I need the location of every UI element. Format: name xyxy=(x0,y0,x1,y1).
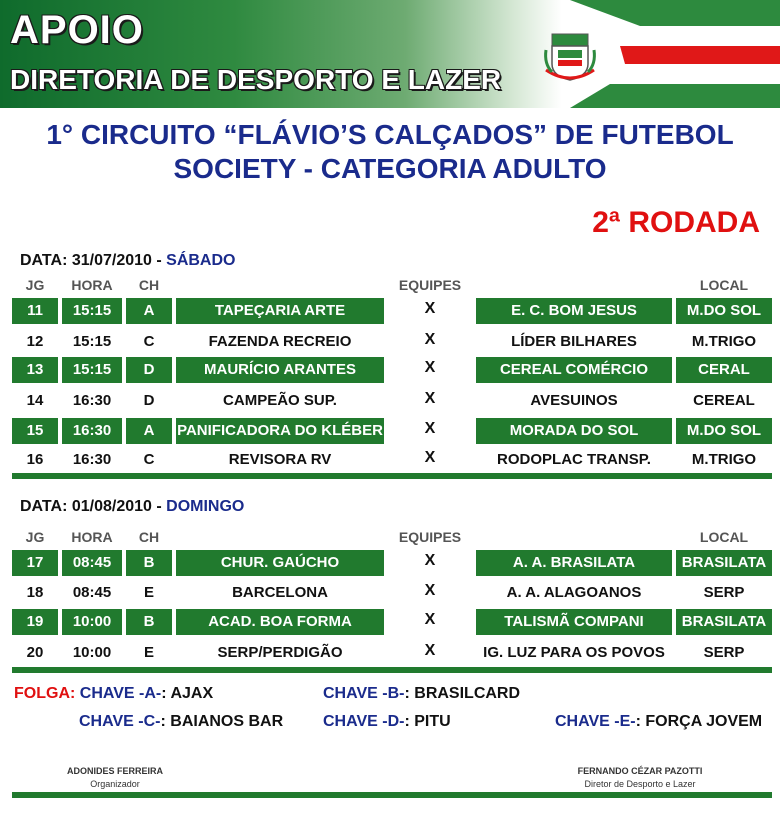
chave-e-team: : FORÇA JOVEM xyxy=(635,713,763,730)
table-row xyxy=(12,609,772,635)
game-time: 08:45 xyxy=(72,584,112,601)
day-name: DOMINGO xyxy=(166,498,245,515)
versus-mark: X xyxy=(388,418,472,444)
game-venue: BRASILATA xyxy=(676,609,772,635)
home-team: SERP/PERDIGÃO xyxy=(217,644,343,661)
home-team: CHUR. GAÚCHO xyxy=(176,550,384,576)
game-time: 10:00 xyxy=(62,609,122,635)
game-number: 15 xyxy=(12,418,58,444)
divider xyxy=(12,667,772,673)
away-team: MORADA DO SOL xyxy=(476,418,672,444)
game-number: 13 xyxy=(12,357,58,383)
versus-mark: X xyxy=(424,642,436,659)
chave-b-label: CHAVE -B- xyxy=(323,685,405,702)
col-hora: HORA xyxy=(71,277,113,293)
col-local: LOCAL xyxy=(699,277,749,293)
home-team: TAPEÇARIA ARTE xyxy=(176,298,384,324)
home-team: PANIFICADORA DO KLÉBER xyxy=(176,418,384,444)
signature-right-name: FERNANDO CÉZAR PAZOTTI xyxy=(577,766,703,776)
game-venue: CERAL xyxy=(676,357,772,383)
game-time: 15:15 xyxy=(72,333,112,350)
away-team: A. A. BRASILATA xyxy=(476,550,672,576)
chave-d-label: CHAVE -D- xyxy=(323,713,405,730)
game-time: 08:45 xyxy=(62,550,122,576)
versus-mark: X xyxy=(388,609,472,635)
versus-mark: X xyxy=(424,582,436,599)
date-text: DATA: 01/08/2010 - xyxy=(20,498,167,515)
date-text: DATA: 31/07/2010 - xyxy=(20,252,167,269)
signature-right-role: Diretor de Desporto e Lazer xyxy=(584,779,696,789)
round-label: 2ª RODADA xyxy=(592,206,760,239)
game-number: 14 xyxy=(26,392,44,409)
game-key: B xyxy=(126,550,172,576)
game-key: D xyxy=(143,392,155,409)
chave-a-team: : AJAX xyxy=(161,685,214,702)
signature-left-role: Organizador xyxy=(90,779,140,789)
versus-mark: X xyxy=(388,357,472,383)
folga-chave-e xyxy=(555,713,762,731)
game-time: 16:30 xyxy=(62,418,122,444)
chave-a-label: CHAVE -A- xyxy=(79,685,162,702)
game-venue: BRASILATA xyxy=(676,550,772,576)
game-number: 16 xyxy=(26,451,44,468)
game-key: A xyxy=(126,298,172,324)
versus-mark: X xyxy=(388,550,472,576)
home-team: ACAD. BOA FORMA xyxy=(176,609,384,635)
away-team: E. C. BOM JESUS xyxy=(476,298,672,324)
away-team: CEREAL COMÉRCIO xyxy=(476,357,672,383)
away-team: A. A. ALAGOANOS xyxy=(506,584,642,601)
versus-mark: X xyxy=(424,390,436,407)
game-time: 16:30 xyxy=(72,451,112,468)
col-equipes: EQUIPES xyxy=(398,277,462,293)
chave-d-team: : PITU xyxy=(404,713,451,730)
col-ch: CH xyxy=(138,277,160,293)
table-row xyxy=(12,640,772,666)
chave-b-team: : BRASILCARD xyxy=(404,685,521,702)
signature-left-name: ADONIDES FERREIRA xyxy=(66,766,163,776)
table-row xyxy=(12,447,772,473)
game-venue: SERP xyxy=(703,584,745,601)
game-venue: M.DO SOL xyxy=(676,418,772,444)
table-row xyxy=(12,580,772,606)
game-number: 11 xyxy=(12,298,58,324)
away-team: TALISMÃ COMPANI xyxy=(476,609,672,635)
col-jg: JG xyxy=(25,277,45,293)
game-key: E xyxy=(143,584,154,601)
col-hora: HORA xyxy=(71,529,113,545)
chave-c-label: CHAVE -C- xyxy=(79,713,161,730)
game-number: 20 xyxy=(26,644,44,661)
day-name: SÁBADO xyxy=(166,252,236,269)
table-row xyxy=(12,298,772,324)
table-row xyxy=(12,388,772,414)
game-time: 15:15 xyxy=(62,357,122,383)
versus-mark: X xyxy=(424,449,436,466)
chave-e-label: CHAVE -E- xyxy=(555,713,636,730)
game-number: 19 xyxy=(12,609,58,635)
banner-title: APOIO xyxy=(10,8,144,52)
header-banner xyxy=(0,0,780,108)
banner-subtitle: DIRETORIA DE DESPORTO E LAZER xyxy=(10,64,502,95)
date-line-day1 xyxy=(20,252,235,270)
col-equipes: EQUIPES xyxy=(398,529,462,545)
game-key: D xyxy=(126,357,172,383)
home-team: REVISORA RV xyxy=(228,451,332,468)
footer-bar xyxy=(12,792,772,798)
game-key: B xyxy=(126,609,172,635)
col-local: LOCAL xyxy=(699,529,749,545)
game-number: 18 xyxy=(26,584,44,601)
table-row xyxy=(12,550,772,576)
folga-chave-b xyxy=(323,685,520,703)
folga-label: FOLGA: xyxy=(14,685,76,702)
game-number: 12 xyxy=(26,333,44,350)
folga-line-1 xyxy=(14,685,213,703)
game-key: A xyxy=(126,418,172,444)
away-team: LÍDER BILHARES xyxy=(511,333,637,350)
title-line-1: 1° CIRCUITO “FLÁVIO’S CALÇADOS” DE FUTEBOL xyxy=(46,119,734,150)
table-row xyxy=(12,357,772,383)
col-ch: CH xyxy=(138,529,160,545)
tournament-title xyxy=(0,118,780,186)
col-jg: JG xyxy=(25,529,45,545)
chave-c-team: : BAIANOS BAR xyxy=(160,713,284,730)
home-team: CAMPEÃO SUP. xyxy=(223,392,337,409)
game-venue: M.TRIGO xyxy=(691,333,757,350)
game-time: 10:00 xyxy=(72,644,112,661)
away-team: IG. LUZ PARA OS POVOS xyxy=(483,644,665,661)
game-key: C xyxy=(143,451,155,468)
table-row xyxy=(12,418,772,444)
game-venue: M.TRIGO xyxy=(691,451,757,468)
game-key: C xyxy=(143,333,155,350)
home-team: MAURÍCIO ARANTES xyxy=(176,357,384,383)
crest-icon xyxy=(542,30,598,86)
folga-chave-d xyxy=(323,713,451,731)
versus-mark: X xyxy=(388,298,472,324)
game-key: E xyxy=(143,644,154,661)
folga-chave-c xyxy=(79,713,283,731)
versus-mark: X xyxy=(424,331,436,348)
game-time: 15:15 xyxy=(62,298,122,324)
home-team: FAZENDA RECREIO xyxy=(208,333,352,350)
table-row xyxy=(12,329,772,355)
game-number: 17 xyxy=(12,550,58,576)
home-team: BARCELONA xyxy=(232,584,328,601)
away-team: RODOPLAC TRANSP. xyxy=(497,451,651,468)
game-venue: SERP xyxy=(703,644,745,661)
game-venue: CEREAL xyxy=(693,392,755,409)
divider xyxy=(12,473,772,479)
away-team: AVESUINOS xyxy=(530,392,618,409)
date-line-day2 xyxy=(20,498,244,516)
title-line-2: SOCIETY - CATEGORIA ADULTO xyxy=(173,153,607,184)
game-venue: M.DO SOL xyxy=(676,298,772,324)
game-time: 16:30 xyxy=(72,392,112,409)
